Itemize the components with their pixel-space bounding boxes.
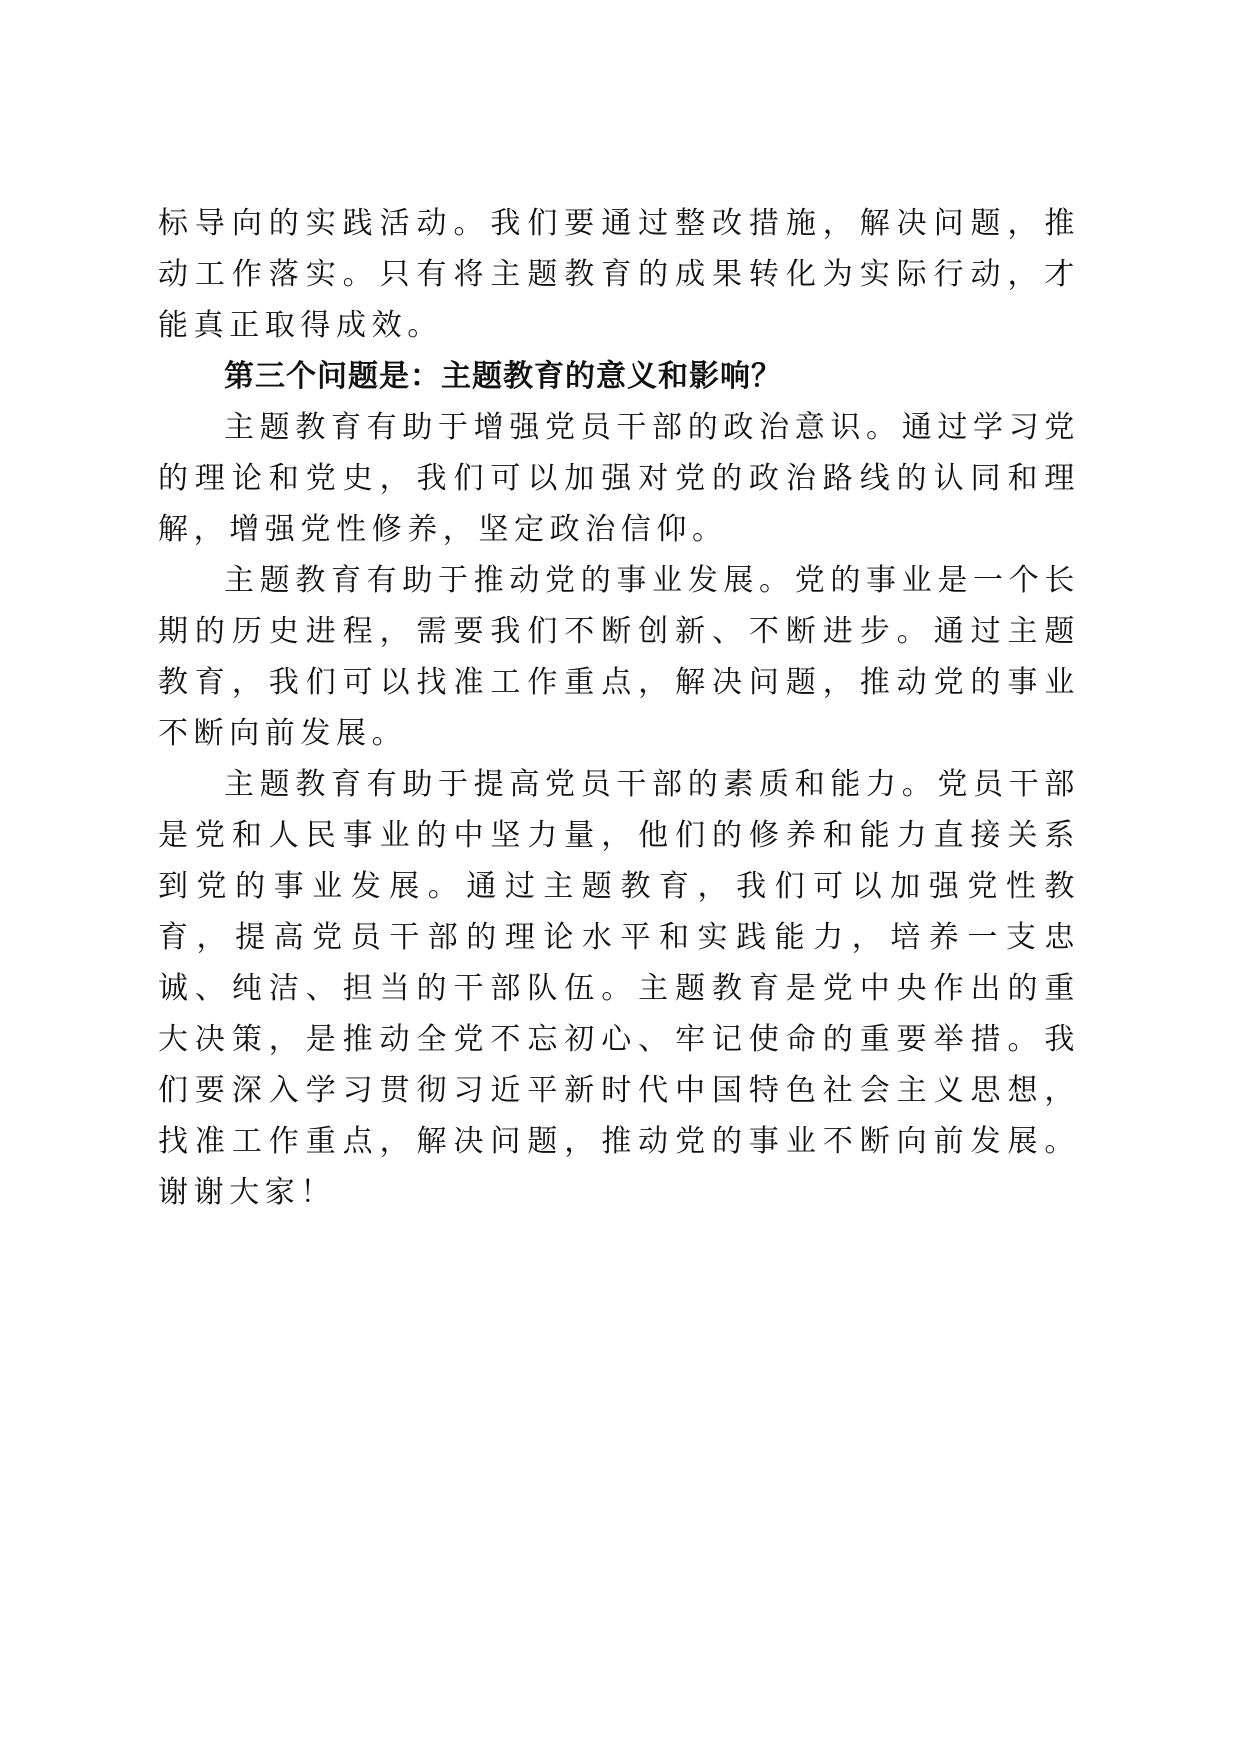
paragraph-political-awareness: 主题教育有助于增强党员干部的政治意识。通过学习党的理论和党史，我们可以加强对党的政治路线的认同和理解，增强党性修养，坚定政治信仰。 [158,410,1080,547]
section-heading: 第三个问题是：主题教育的意义和影响？ [224,359,782,394]
paragraph-party-development: 主题教育有助于推动党的事业发展。党的事业是一个长期的历史进程，需要我们不断创新、不断进步。通过主题教育，我们可以找准工作重点，解决问题，推动党的事业不断向前发展。 [158,563,1080,751]
paragraph-cadre-quality: 主题教育有助于提高党员干部的素质和能力。党员干部是党和人民事业的中坚力量，他们的修养和能力直接关系到党的事业发展。通过主题教育，我们可以加强党性教育，提高党员干部的理论水平和实践能力，培养一支忠诚、纯洁、担当的干部队伍。主题教育是党中央作出的重大决策，是推动全党不忘初心、牢记使命的重要举措。我们要深入学习贯彻习近平新时代中国特色社会主义思想，找准工作重点，解决问题，推动党的事业不断向前发展。谢谢大家！ [158,767,1080,1210]
document-body [158,198,1080,1218]
paragraph-continuation: 标导向的实践活动。我们要通过整改措施，解决问题，推动工作落实。只有将主题教育的成果转化为实际行动，才能真正取得成效。 [158,206,1080,343]
